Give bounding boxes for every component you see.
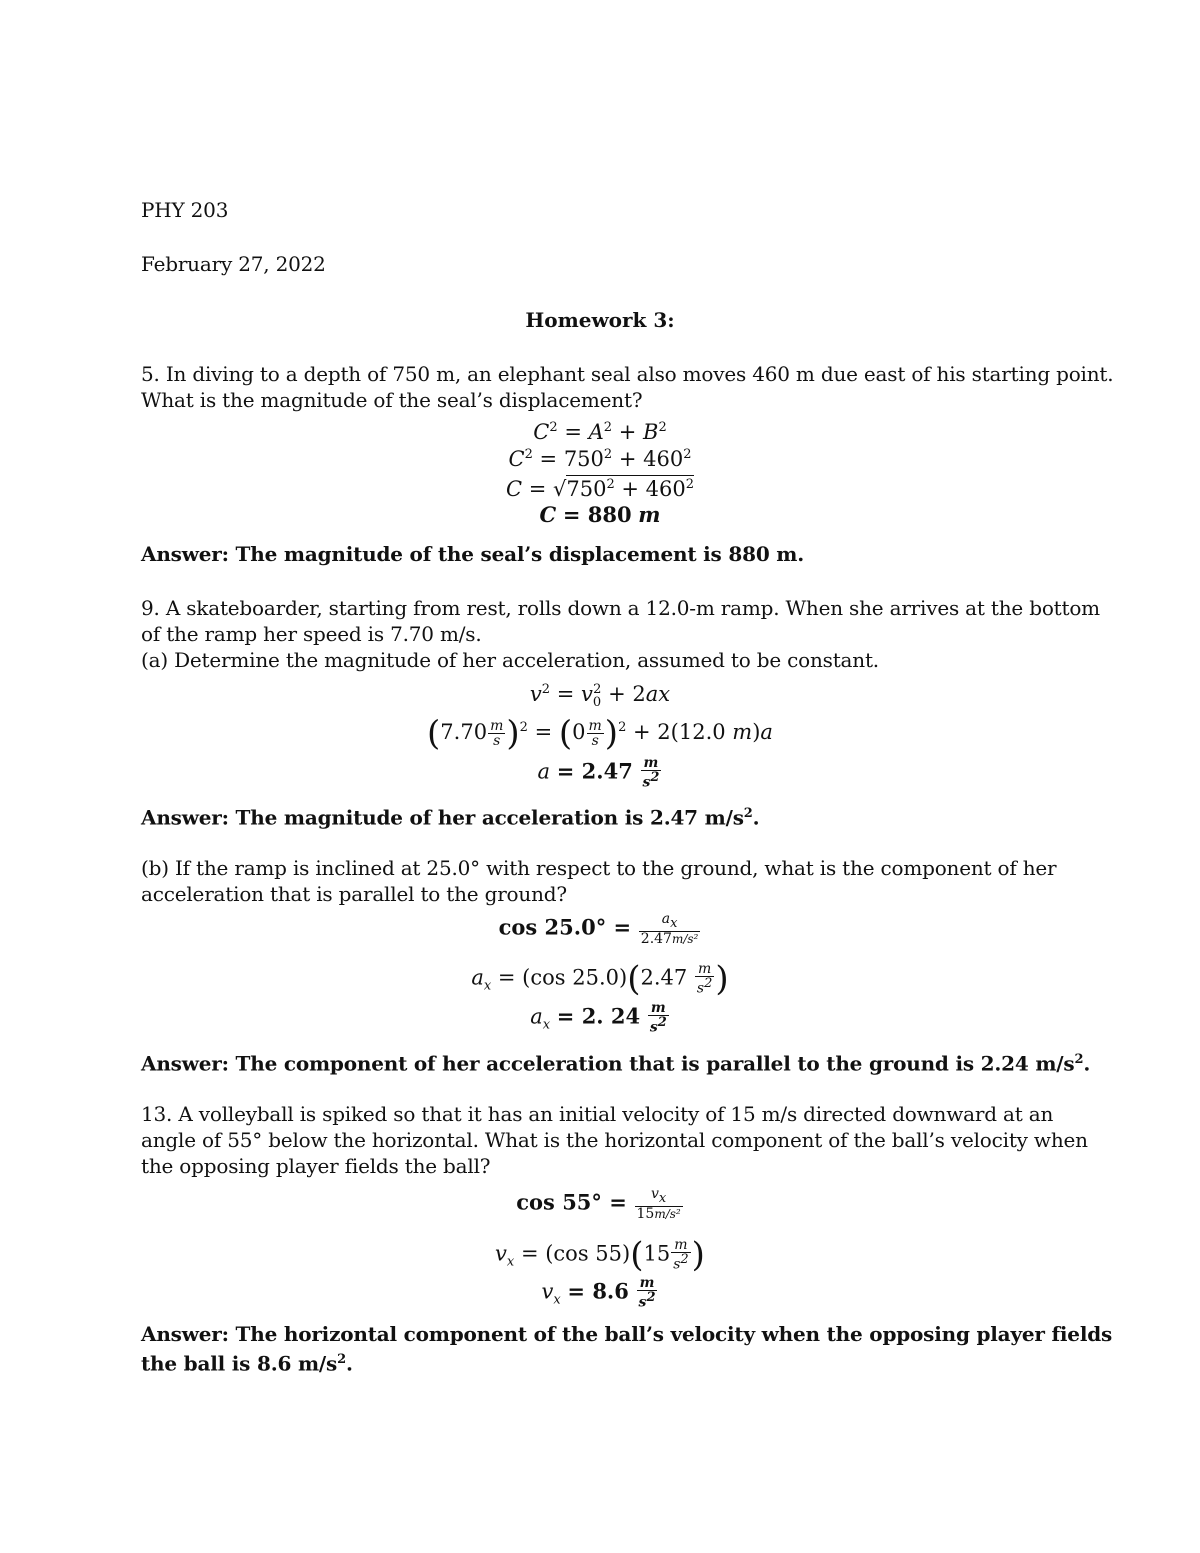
problem13-line3: the opposing player fields the ball? (141, 1154, 491, 1178)
course-code: PHY 203 (141, 198, 229, 222)
problem5-answer: Answer: The magnitude of the seal’s displacement is 880 m. (141, 542, 805, 566)
problem13-line2: angle of 55° below the horizontal. What is the horizontal component of the ball’s velocity when (141, 1128, 1088, 1152)
p13-equation-2: $v_x = (\cos$ 55)(15 $\frac{m}{s^2}$ ) (495, 1234, 705, 1275)
problem13-line1: 13. A volleyball is spiked so that it has an initial velocity of 15 m/s directed downward at an (141, 1102, 1054, 1126)
date: February 27, 2022 (141, 252, 326, 276)
p9-equation-6: $a_x = 2$. 24 $\frac{m}{s^2}$ (530, 1000, 667, 1036)
problem5-line2: What is the magnitude of the seal’s displacement? (141, 388, 643, 412)
p9-equation-2: (7.70 $\frac{m}{s}$ )$^2$ = (0 $\frac{m}{s}$ )$^2$ + 2(12.0 m)a (427, 713, 773, 754)
p5-equation-2: $C^2 = 750^2 + 460^2$ (508, 447, 692, 471)
p13-equation-3: $v_x = 8.6$ $\frac{m}{s^2}$ (541, 1275, 656, 1311)
p9-equation-1: $v^2 = v_0^2 + 2ax$ (529, 682, 671, 711)
p9-equation-5: $a_x = (\cos$ 25.0)(2.47 $\frac{m}{s^2}$ ) (471, 958, 729, 999)
page-title: Homework 3: (525, 308, 675, 332)
problem9-part-b-line2: acceleration that is parallel to the ground? (141, 882, 567, 906)
problem9-answer-b: Answer: The component of her acceleration that is parallel to the ground is 2.24 $m/s^2$. (141, 1051, 1091, 1076)
problem9-line1: 9. A skateboarder, starting from rest, rolls down a 12.0-m ramp. When she arrives at the bottom (141, 596, 1100, 620)
p9-equation-3: a = 2.47 $\frac{m}{s^2}$ (537, 755, 660, 791)
problem9-answer-a: Answer: The magnitude of her acceleration is 2.47 $m/s^2$. (141, 805, 760, 830)
p9-equation-4: cos 25.0° = $\frac{a_x}{\text{2.47m/s²}}$ (498, 911, 699, 947)
p5-equation-3: $C = √750^2 + 460^2$ (505, 477, 695, 501)
p13-equation-1: cos 55° = $\frac{v_x}{\text{15m/s²}}$ (516, 1186, 681, 1222)
problem13-answer-line2: the ball is 8.6 $m/s^2$. (141, 1351, 353, 1376)
problem9-part-b-line1: (b) If the ramp is inclined at 25.0° with respect to the ground, what is the component of her (141, 856, 1057, 880)
problem9-part-a: (a) Determine the magnitude of her acceleration, assumed to be constant. (141, 648, 879, 672)
problem9-line2: of the ramp her speed is 7.70 m/s. (141, 622, 482, 646)
problem5-line1: 5. In diving to a depth of 750 m, an elephant seal also moves 460 m due east of his starting point. (141, 362, 1114, 386)
p5-equation-1: $C^2 = A^2 + B^2$ (533, 420, 667, 444)
problem13-answer-line1: Answer: The horizontal component of the ball’s velocity when the opposing player fields (141, 1322, 1113, 1346)
p5-equation-4: C = 880 m (539, 502, 661, 527)
